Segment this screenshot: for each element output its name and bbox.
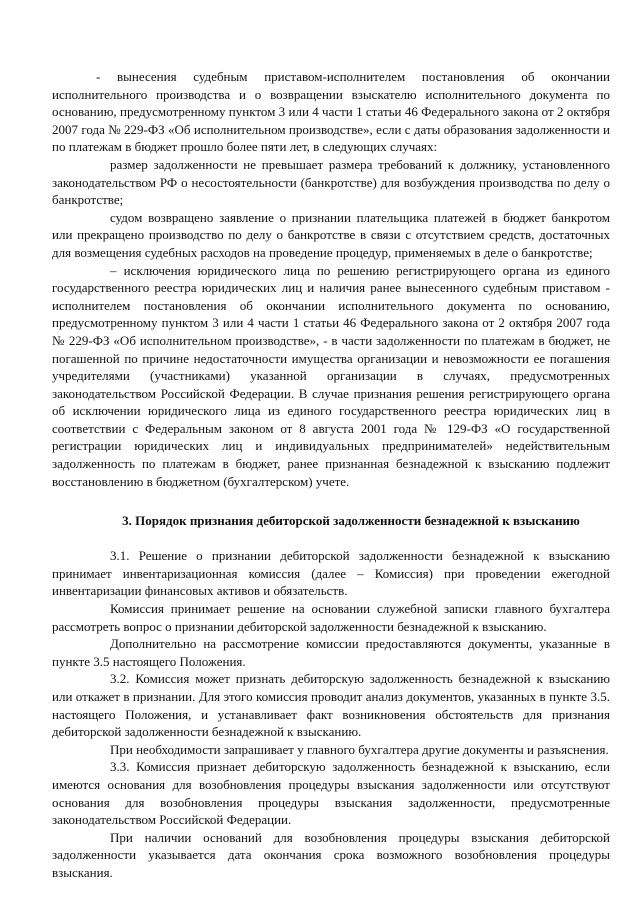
paragraph-legal-entity-exclusion: – исключения юридического лица по решению регистрирующего органа из единого государственного реестра юридических лиц и наличия ранее вынесенного судебным приставом - исполнителем постановления об окончании исполнительного документа по основанию, предусмотренному пунктом 3 или 4 части 1 статьи 46 Федерального закона от 2 октября 2007 года № 229-ФЗ «Об исполнительном производстве», - в части задолженности по платежам в бюджет, не погашенной по причине недостаточности имущества организации и невозможности ее погашения учредителями (участниками) указанной организации в случаях, предусмотренных законодательством Российской Федерации. В случае признания решения регистрирующего органа об исключении юридического лица из единого государственного реестра юридических лиц в соответствии с Федеральным законом от 8 августа 2001 года № 129-ФЗ «О государственной регистрации юридических лиц и индивидуальных предпринимателей» недействительным задолженность по платежам в бюджет, ранее признанная безнадежной к взысканию подлежит восстановлению в бюджетном (бухгалтерском) учете.	[52, 262, 610, 489]
paragraph-additional-documents: Дополнительно на рассмотрение комиссии предоставляются документы, указанные в пункте 3.5 настоящего Положения.	[52, 636, 610, 669]
paragraph-enforcement-termination: - вынесения судебным приставом-исполнителем постановления об окончании исполнительного производства и о возвращении взыскателю исполнительного документа по основанию, предусмотренному пунктом 3 или 4 части 1 статьи 46 Федерального закона от 2 октября 2007 года № 229-ФЗ «Об исполнительном производстве», если с даты образования задолженности и по платежам в бюджет прошло более пяти лет, в следующих случаях:	[52, 69, 610, 155]
paragraph-requests-documents: При необходимости запрашивает у главного бухгалтера другие документы и разъяснения.	[110, 741, 609, 757]
paragraph-3-1: 3.1. Решение о признании дебиторской задолженности безнадежной к взысканию принимает инвентаризационная комиссия (далее – Комиссия) при проведении ежегодной инвентаризации финансовых активов и обязательств.	[52, 548, 610, 599]
section-heading: 3. Порядок признания дебиторской задолженности безнадежной к взысканию	[122, 513, 580, 529]
paragraph-3-3: 3.3. Комиссия признает дебиторскую задолженность безнадежной к взысканию, если имеются основания для возобновления процедуры взыскания задолженности или отсутствуют основания для возобновления процедуры взыскания задолженности, предусмотренные законодательством Российской Федерации.	[52, 759, 610, 828]
paragraph-debt-threshold: размер задолженности не превышает размера требований к должнику, установленного законодательством РФ о несостоятельности (банкротстве) для возбуждения производства по делу о банкротстве;	[52, 156, 610, 208]
section-3-body	[52, 547, 610, 881]
paragraph-commission-decision: Комиссия принимает решение на основании служебной записки главного бухгалтера рассмотреть вопрос о признании дебиторской задолженности безнадежной к взысканию.	[52, 601, 610, 634]
paragraph-3-2: 3.2. Комиссия может признать дебиторскую задолженность безнадежной к взысканию или откажет в признании. Для этого комиссия проводит анализ документов, указанных в пункте 3.5. настоящего Положения, и устанавливает факт возникновения обстоятельств для признания дебиторской задолженности безнадежной к взысканию.	[52, 671, 610, 740]
paragraph-resumption-date: При наличии оснований для возобновления процедуры взыскания дебиторской задолженности указывается дата окончания срока возможного возобновления процедуры взыскания.	[52, 829, 610, 880]
paragraph-bankruptcy-returned: судом возвращено заявление о признании плательщика платежей в бюджет банкротом или прекращено производство по делу о банкротстве в связи с отсутствием средств, достаточных для возмещения судебных расходов на проведение процедур, применяемых в деле о банкротстве;	[52, 209, 610, 260]
